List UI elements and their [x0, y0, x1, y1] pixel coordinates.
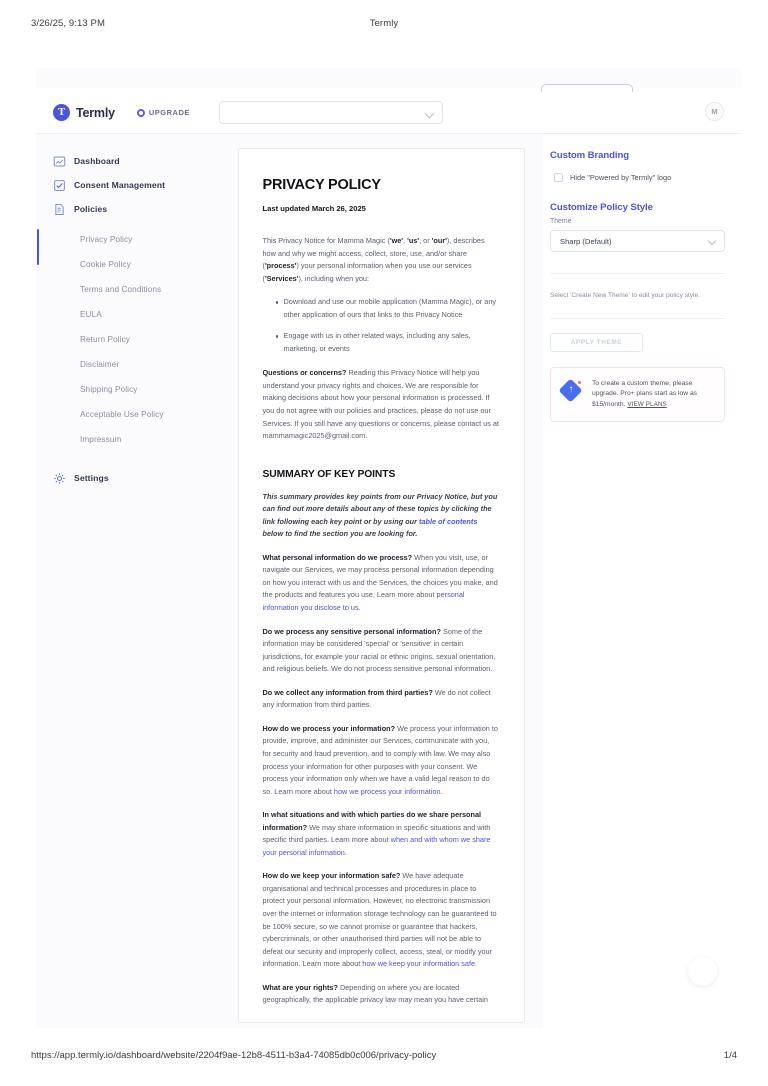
sidebar-item-settings[interactable]: [36, 466, 219, 490]
active-item-rail: [37, 229, 39, 265]
print-footer: [0, 1050, 768, 1066]
sidebar-item-policies[interactable]: [36, 197, 219, 221]
sidebar-label: Policies: [74, 204, 108, 214]
termly-logo-icon: T: [53, 104, 70, 121]
summary-heading: SUMMARY OF KEY POINTS: [262, 468, 396, 480]
key-point-4: How do we process your information? We process your information to provide, improve, and administer our Services, communicate with you, for security and fraud prevention, and to comply with law. We may also process your information for other purposes with your consent. We process your information only when we have a valid legal reason to do so. Learn more about how we process your information.: [262, 723, 498, 796]
last-updated: Last updated March 26, 2025: [262, 204, 366, 213]
print-doc-title: Termly: [369, 18, 399, 29]
upgrade-callout-text: To create a custom theme, please upgrade. Pro+ plans start as low as $15/month. VIEW PLANS: [592, 379, 698, 408]
page-title: PRIVACY POLICY: [262, 177, 381, 193]
sidebar-item-privacy-policy[interactable]: Privacy Policy: [80, 235, 133, 244]
sidebar-item-shipping-policy[interactable]: Shipping Policy: [80, 385, 138, 394]
sidebar-item-impressum[interactable]: Impressum: [80, 435, 122, 444]
dashboard-icon: [53, 155, 66, 168]
policy-document: [238, 148, 525, 1023]
print-page-number: 1/4: [723, 1050, 737, 1061]
view-plans-link[interactable]: VIEW PLANS: [627, 400, 667, 408]
sidebar-label: Settings: [74, 473, 109, 483]
how-we-process-link[interactable]: how we process your information: [333, 786, 441, 796]
key-point-2: Do we process any sensitive personal information? Some of the information may be considered 'special' or 'sensitive' in certain jurisdictions, for example your racial or ethnic origins, sexual orientation, and religious beliefs. We do not process sensitive personal information.: [262, 626, 496, 674]
document-preview-area: [219, 134, 543, 1028]
app-window: [36, 68, 741, 1028]
app-body: [36, 134, 741, 1028]
sidebar-item-acceptable-use-policy[interactable]: Acceptable Use Policy: [80, 410, 164, 419]
custom-branding-title: Custom Branding: [550, 150, 629, 161]
sidebar: [36, 134, 219, 1028]
intro-bullet-list: [263, 296, 500, 355]
key-point-5: In what situations and with which parties do we share personal information? We may share information in specific situations and with specific third parties. Learn more about when and with whom we share your personal information.: [262, 810, 491, 857]
list-item: Download and use our mobile application (Mamma Magic), or any other application of ours that links to this Privacy Notice: [276, 296, 500, 321]
upgrade-icon: [137, 109, 145, 117]
table-of-contents-link[interactable]: table of contents: [419, 516, 478, 526]
print-datetime: 3/26/25, 9:13 PM: [31, 18, 105, 29]
app-top-strip: [36, 68, 741, 88]
key-point-7: What are your rights? Depending on where you are located geographically, the applicable privacy law may mean you have certain: [262, 982, 488, 1005]
website-select[interactable]: [219, 101, 443, 124]
personal-information-link[interactable]: personal information you disclose to us: [262, 590, 465, 613]
when-and-whom-share-link[interactable]: when and with whom we share your personal information: [262, 835, 491, 857]
intro-paragraph: This Privacy Notice for Mamma Magic ('we', 'us', or 'our'), describes how and why we might access, collect, store, use, and/or share ('process') your personal information when you use our services ('Services'), including when you:: [262, 236, 485, 283]
chat-widget-button[interactable]: [688, 957, 717, 986]
sidebar-item-dashboard[interactable]: [36, 149, 219, 173]
questions-paragraph: Questions or concerns? Reading this Privacy Notice will help you understand your privacy rights and choices. We are responsible for making decisions about how your personal information is processed. If you do not agree with our policies and practices, please do not use our Services. If you still have any questions or concerns, please contact us at mammamagic2025@gmail.com.: [262, 368, 499, 441]
upgrade-callout: [550, 367, 725, 422]
customize-policy-style-title: Customize Policy Style: [550, 202, 653, 213]
sidebar-item-disclaimer[interactable]: Disclaimer: [80, 360, 120, 369]
sidebar-item-eula[interactable]: EULA: [80, 310, 102, 319]
policies-document-icon: [53, 203, 66, 216]
list-item: Engage with us in other related ways, including any sales, marketing, or events: [276, 330, 500, 355]
gear-icon: [53, 472, 66, 485]
checkbox-icon[interactable]: [554, 173, 563, 182]
consent-check-icon: [53, 179, 66, 192]
divider: [550, 273, 725, 274]
key-point-6: How do we keep your information safe? We have adequate organisational and technical processes and procedures in place to protect your personal information. However, no electronic transmission over the internet or information storage technology can be guaranteed to be 100% secure, so we cannot promise or guarantee that hackers, cybercriminals, or other unauthorised third parties will not be able to defeat our security and improperly collect, access, steal, or modify your information. Learn more about how we keep your information safe.: [262, 871, 497, 969]
theme-select-value: Sharp (Default): [560, 236, 612, 246]
sidebar-item-cookie-policy[interactable]: Cookie Policy: [80, 260, 131, 269]
sidebar-item-consent-management[interactable]: [36, 173, 219, 197]
chevron-down-icon: [708, 237, 716, 245]
divider: [550, 318, 725, 319]
upgrade-button[interactable]: [137, 108, 190, 117]
theme-hint: Select 'Create New Theme' to edit your policy style.: [550, 292, 701, 299]
key-point-3: Do we collect any information from third parties? We do not collect any information from third parties.: [262, 687, 491, 710]
print-header: [0, 18, 768, 34]
theme-label: Theme: [550, 218, 572, 225]
app-topbar: [36, 92, 741, 134]
key-point-1: What personal information do we process? When you visit, use, or navigate our Services, we may process personal information depending on how you interact with us and the Services, the choices you make, and the products and features you use. Learn more about personal information you disclose to us.: [262, 552, 498, 613]
upgrade-label: UPGRADE: [148, 108, 190, 117]
theme-select[interactable]: [550, 230, 725, 252]
brand-name: Termly: [76, 105, 115, 120]
chevron-down-icon: [425, 109, 435, 119]
brand[interactable]: [53, 104, 115, 121]
avatar[interactable]: M: [705, 102, 724, 121]
sidebar-item-return-policy[interactable]: Return Policy: [80, 335, 130, 344]
hide-powered-by-checkbox-row[interactable]: [550, 173, 725, 182]
sidebar-label: Dashboard: [74, 156, 120, 166]
policy-sublist: [36, 227, 219, 452]
apply-theme-button[interactable]: APPLY THEME: [550, 333, 643, 352]
hide-powered-by-label: Hide "Powered by Termly" logo: [570, 173, 672, 182]
sidebar-item-terms-and-conditions[interactable]: Terms and Conditions: [80, 285, 162, 294]
print-url: https://app.termly.io/dashboard/website/2204f9ae-12b8-4511-b3a4-74085db0c006/privacy-policy: [31, 1050, 437, 1061]
upgrade-diamond-icon: ↑: [561, 381, 583, 403]
keep-information-safe-link[interactable]: how we keep your information safe: [362, 959, 476, 969]
summary-intro: This summary provides key points from our Privacy Notice, but you can find out more details about any of these topics by clicking the link following each key point or by using our table of contents below to find the section you are looking for.: [262, 491, 498, 539]
style-panel: [543, 134, 741, 1028]
sidebar-label: Consent Management: [74, 180, 166, 190]
